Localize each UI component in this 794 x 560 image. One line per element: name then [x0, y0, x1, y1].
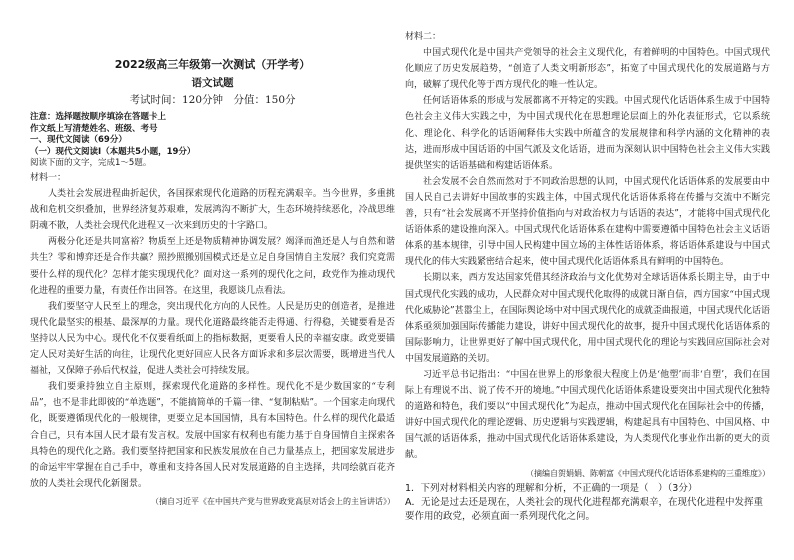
material-2-source: （摘编自贺娟娟、陈朝富《中国式现代化话语体系建构的三重维度》）	[526, 468, 770, 478]
material-1-paragraph-3: 我们要坚守人民至上的理念，突出现代化方向的人民性。人民是历史的创造者，是推进现代化最坚实的根基、最深厚的力量。现代化道路最终能否走得通、行得稳，关键要看是否坚持以人民为中心。现代化不仅要看纸面上的指标数据，更要看人民的幸福安康。政党要锚定人民对美好生活的向往，让现代化更好回应人民各方面诉求和多层次需要，既增进当代人福祉，又保障子孙后代权益，促进人类社会可持续发展。	[30, 301, 395, 377]
material-1-paragraph-4: 我们要秉持独立自主原则，探索现代化道路的多样性。现代化不是少数国家的“专利品”，也不是非此即彼的“单选题”，不能搞简单的千篇一律、“复制粘贴”。一个国家走向现代化，既要遵循现代化的一般规律，更要立足本国国情，具有本国特色。什么样的现代化最适合自己，只有本国人民才最有发言权。发展中国家有权利也有能力基于自身国情自主探索各具特色的现代化之路。我们要坚持把国家和民族发展放在自己力量基点上，把国家发展进步的命运牢牢掌握在自己手中，尊重和支持各国人民对发展道路的自主选择，共同绘就百花齐放的人类社会现代化新图景。	[30, 382, 396, 489]
material-2	[405, 32, 770, 524]
exam-info: 考试时间：120分钟 分值：150分	[129, 94, 296, 106]
material-2-paragraph-2: 任何话语体系的形成与发展都离不开特定的实践。中国式现代化话语体系生成于中国特色社会主义伟大实践之中，为中国式现代化在思想理论层面上的外化表征形式，它以系统化、理论化、科学化的话语阐释伟大实践中所蕴含的发展规律和科学内涵的文化精神的表达，进而形成中国话语的中国气派及文化话语，进而为深刻认识中国特色社会主义伟大实践提供坚实的话语基础和构建话语体系。	[405, 96, 770, 171]
reading-instruction: 阅读下面的文字，完成1～5题。	[30, 158, 152, 168]
material-1-label: 材料一：	[30, 173, 67, 183]
exam-subtitle: 语文试题	[191, 77, 234, 89]
section-heading: 一、现代文阅读（69分）	[30, 135, 127, 145]
material-2-paragraph-4: 长期以来，西方发达国家凭借其经济政治与文化优势对全球话语体系长期主导，由于中国式现代化实践的成功，人民群众对中国式现代化取得的成就日渐自信，西方国家“中国式现代化威胁论”甚嚣尘上，在国际舆论场中对中国式现代化的成就歪曲报道，中国式现代化话语体系亟须加强国际传播能力建设，讲好中国式现代化的故事，提升中国式现代化话语体系的国际影响力，让世界更好了解中国式现代化，用中国式现代化的理论与实践回应国际社会对中国发展道路的关切。	[405, 273, 770, 364]
instructions-block	[30, 112, 395, 170]
material-2-paragraph-1: 中国式现代化是中国共产党领导的社会主义现代化，有着鲜明的中国特色。中国式现代化顺应了历史发展趋势，“创造了人类文明新形态”，拓宽了中国式现代化的发展道路与方向，破解了现代化等于西方现代化的唯一性认定。	[405, 48, 770, 91]
material-2-paragraph-5: 习近平总书记指出：“中国在世界上的形象很大程度上仍是‘他塑’而非‘自塑’，我们在国际上有理说不出、说了传不开的境地。”中国式现代化话语体系建设要突出中国式现代化独特的道路和特色，我们要以“中国式现代化”为起点，推动中国式现代化在国际社会中的传播，讲好中国式现代化的理论逻辑、历史逻辑与实践逻辑，构建起具有中国特色、中国风格、中国气派的话语体系，推动中国式现代化话语体系建设，为人类现代化事业作出新的更大的贡献。	[405, 369, 770, 461]
material-2-label: 材料二：	[405, 32, 442, 42]
material-1-paragraph-2: 两极分化还是共同富裕？物质至上还是物质精神协调发展？竭泽而渔还是人与自然和谐共生？零和博弈还是合作共赢？照抄照搬别国模式还是立足自身国情自主发展？我们究竟需要什么样的现代化？怎样才能实现现代化？面对这一系列的现代化之问，政党作为推动现代化进程的重要力量，有责任作出回答。在这里，我愿谈几点看法。	[30, 237, 395, 296]
note-line-1: 注意：选择题按顺序填涂在答题卡上	[30, 112, 167, 122]
question-1-stem: 1．下列对材料相关内容的理解和分析，不正确的一项是（ ）（3分）	[405, 482, 698, 494]
material-1-paragraph-1: 人类社会发展进程曲折起伏，各国探索现代化道路的历程充满艰辛。当今世界，多重挑战和危机交织叠加，世界经济复苏艰难，发展鸿沟不断扩大，生态环境持续恶化，冷战思维阴魂不散，人类社会现代化进程又一次来到历史的十字路口。	[30, 189, 395, 232]
material-1-source: （摘自习近平《在中国共产党与世界政党高层对话会上的主旨讲话》）	[151, 496, 395, 506]
material-2-paragraph-3: 社会发展不会自然而然对于不同政治思想的认同，中国式现代化话语体系的发展要由中国人民自己去讲好中国故事的实践主体，中国式现代化话语体系将在传播与交流中不断完善，只有“社会发展离不开坚持价值指向与对政治权力与话语的表达”，才能将中国式现代化话语体系的建设推向深入。中国式现代化话语体系在建构中需要遵循中国特色社会主义话语体系的基本规律，引导中国人民构建中国立场的主体性话语体系，将话语体系建设与中国式现代化的伟大实践紧密结合起来，使中国式现代化话语体系具有鲜明的中国特色。	[405, 176, 770, 268]
question-1-option-a: A．无论是过去还是现在，人类社会的现代化进程都充满艰辛，在现代化进程中发挥重要作用的政党，必须直面一系列现代化之问。	[405, 496, 763, 522]
note-line-2: 作文纸上写清楚姓名、班级、考号	[30, 123, 158, 134]
exam-title: 2022级高三年级第一次测试（开学考）	[114, 58, 311, 71]
subsection-heading: （一）现代文阅读Ⅰ（本题共5小题，19分）	[30, 146, 196, 157]
material-1	[30, 170, 395, 510]
